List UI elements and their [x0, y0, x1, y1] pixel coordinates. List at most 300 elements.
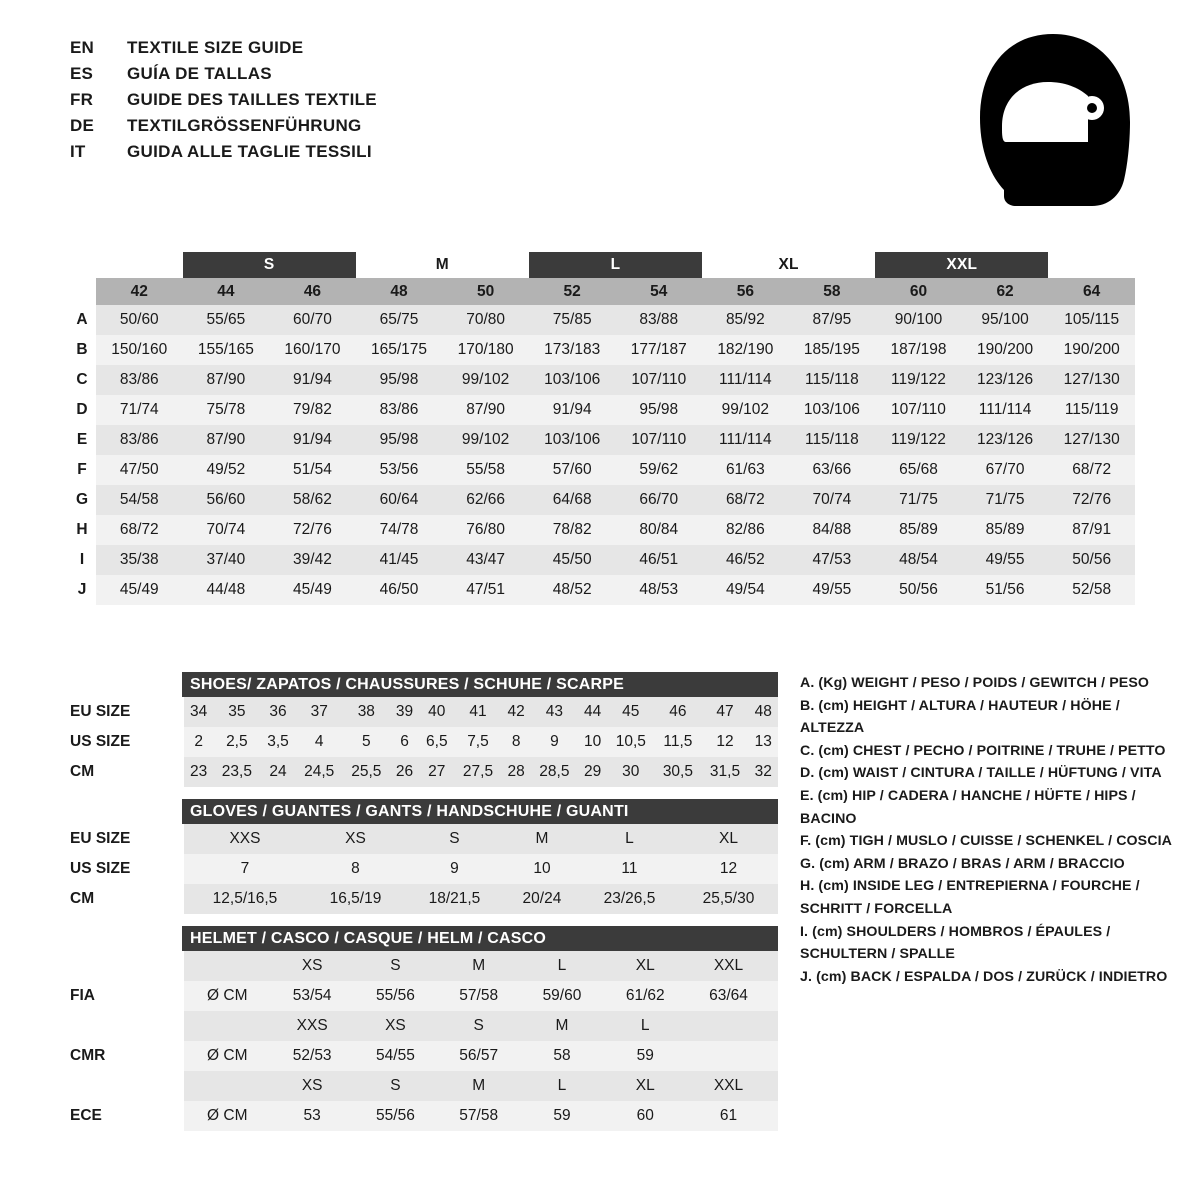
cell: 26 — [390, 757, 419, 787]
cell: 72/76 — [269, 515, 356, 545]
table-row — [68, 425, 1135, 455]
header-lang-code: DE — [70, 116, 95, 135]
header-row — [70, 116, 377, 142]
header-row — [70, 64, 377, 90]
row-label: F — [68, 455, 96, 485]
cell: 64/68 — [529, 485, 616, 515]
cell: 82/86 — [702, 515, 789, 545]
cell: 36 — [260, 697, 295, 727]
cell: 39 — [390, 697, 419, 727]
cell: 10,5 — [607, 727, 654, 757]
row-label: B — [68, 335, 96, 365]
cell: 59/60 — [520, 981, 603, 1011]
cell — [184, 951, 271, 981]
cell: 49/55 — [789, 575, 876, 605]
cell: 4 — [296, 727, 343, 757]
cell: 39/42 — [269, 545, 356, 575]
cell: 49/52 — [183, 455, 270, 485]
row-label: EU SIZE — [68, 697, 184, 727]
cell: 27,5 — [454, 757, 501, 787]
cell: 87/91 — [1048, 515, 1135, 545]
cell: 52/53 — [271, 1041, 354, 1071]
cell: XXS — [184, 824, 306, 854]
group-cell-blank — [1048, 252, 1135, 278]
cell: 46/51 — [615, 545, 702, 575]
cell: 23,5 — [213, 757, 260, 787]
cell: 43/47 — [442, 545, 529, 575]
row-label: I — [68, 545, 96, 575]
cell: 47/50 — [96, 455, 183, 485]
cell: 61/62 — [604, 981, 687, 1011]
cell: 90/100 — [875, 305, 962, 335]
cell: 59/62 — [615, 455, 702, 485]
cell: 95/98 — [356, 425, 443, 455]
cell: 65/75 — [356, 305, 443, 335]
helmet-table-title: HELMET / CASCO / CASQUE / HELM / CASCO — [182, 926, 778, 951]
cell: 7 — [184, 854, 306, 884]
cell: 11 — [580, 854, 679, 884]
cell: 95/98 — [356, 365, 443, 395]
cell: 18/21,5 — [405, 884, 504, 914]
legend-item-j: J. (cm) BACK / ESPALDA / DOS / ZURÜCK / INDIETRO — [800, 968, 1168, 985]
cell: 182/190 — [702, 335, 789, 365]
cell: 51/54 — [269, 455, 356, 485]
cell: 8 — [306, 854, 405, 884]
cell: 60/70 — [269, 305, 356, 335]
cell: 29 — [578, 757, 607, 787]
cell: 115/119 — [1048, 395, 1135, 425]
cell: 44 — [578, 697, 607, 727]
table-row — [68, 335, 1135, 365]
cell: 91/94 — [529, 395, 616, 425]
cell: 3,5 — [260, 727, 295, 757]
cell: 70/74 — [789, 485, 876, 515]
header-title-en: TEXTILE SIZE GUIDE — [127, 38, 304, 57]
cell: 173/183 — [529, 335, 616, 365]
cell: 63/66 — [789, 455, 876, 485]
cell: 83/88 — [615, 305, 702, 335]
cell: 43 — [531, 697, 578, 727]
cell: 48/53 — [615, 575, 702, 605]
spacer — [68, 914, 778, 926]
table-row — [68, 884, 778, 914]
cell: 37/40 — [183, 545, 270, 575]
cell: 95/98 — [615, 395, 702, 425]
cell: XS — [271, 951, 354, 981]
cell: 59 — [520, 1101, 603, 1131]
cell: 75/78 — [183, 395, 270, 425]
cell — [770, 1011, 778, 1041]
cell: 80/84 — [615, 515, 702, 545]
cell — [770, 1101, 778, 1131]
size-cell: 64 — [1048, 278, 1135, 305]
cell: 70/74 — [183, 515, 270, 545]
size-cell: 48 — [356, 278, 443, 305]
group-cell-xl: XL — [702, 252, 875, 278]
cell: 54/58 — [96, 485, 183, 515]
helmet-cmr-value-row — [68, 1041, 778, 1071]
cell: 87/90 — [183, 425, 270, 455]
row-label: CM — [68, 757, 184, 787]
size-cell: 42 — [96, 278, 183, 305]
measurement-legend — [800, 672, 1180, 988]
legend-item-e: E. (cm) HIP / CADERA / HANCHE / HÜFTE / HIPS / BACINO — [800, 787, 1136, 827]
cell: 107/110 — [875, 395, 962, 425]
cell: 127/130 — [1048, 365, 1135, 395]
table-row — [68, 697, 778, 727]
cell: 11,5 — [654, 727, 701, 757]
cell: 47 — [701, 697, 748, 727]
cell: 85/92 — [702, 305, 789, 335]
cell: 87/90 — [183, 365, 270, 395]
header-title-de: TEXTILGRÖSSENFÜHRUNG — [127, 116, 362, 135]
cell: 49/55 — [962, 545, 1049, 575]
cell: S — [354, 951, 437, 981]
cell: 44/48 — [183, 575, 270, 605]
textile-size-table — [68, 252, 1135, 605]
helmet-fia-size-row — [68, 951, 778, 981]
cell: 53/56 — [356, 455, 443, 485]
cell — [770, 1071, 778, 1101]
cell: XXL — [687, 951, 770, 981]
cell: 58/62 — [269, 485, 356, 515]
cell: 76/80 — [442, 515, 529, 545]
group-cell-s: S — [183, 252, 356, 278]
gloves-table — [68, 824, 778, 914]
cell: 91/94 — [269, 425, 356, 455]
cell: 13 — [749, 727, 778, 757]
table-row — [68, 545, 1135, 575]
cell: 83/86 — [356, 395, 443, 425]
header-row — [70, 142, 377, 168]
cell: 23/26,5 — [580, 884, 679, 914]
cell: 31,5 — [701, 757, 748, 787]
cell: 68/72 — [96, 515, 183, 545]
cell: 50/56 — [1048, 545, 1135, 575]
header-title-it: GUIDA ALLE TAGLIE TESSILI — [127, 142, 372, 161]
cell: 115/118 — [789, 425, 876, 455]
cell: 10 — [504, 854, 580, 884]
cell: 87/95 — [789, 305, 876, 335]
cell: 70/80 — [442, 305, 529, 335]
cell: 60/64 — [356, 485, 443, 515]
cell: 32 — [749, 757, 778, 787]
table-row — [68, 757, 778, 787]
cell: 34 — [184, 697, 213, 727]
cell: M — [520, 1011, 603, 1041]
cell: 91/94 — [269, 365, 356, 395]
header-title-fr: GUIDE DES TAILLES TEXTILE — [127, 90, 377, 109]
cell: 185/195 — [789, 335, 876, 365]
cell: 50/56 — [875, 575, 962, 605]
shoes-table — [68, 697, 778, 787]
cell: 25,5 — [343, 757, 390, 787]
spacer — [68, 787, 778, 799]
cell: 187/198 — [875, 335, 962, 365]
row-label: H — [68, 515, 96, 545]
cell: 103/106 — [789, 395, 876, 425]
cell: 45/50 — [529, 545, 616, 575]
cell: 165/175 — [356, 335, 443, 365]
cell: 67/70 — [962, 455, 1049, 485]
cell — [184, 1011, 271, 1041]
cell: 59 — [604, 1041, 687, 1071]
cell: 41/45 — [356, 545, 443, 575]
cell: 40 — [419, 697, 454, 727]
cell: 27 — [419, 757, 454, 787]
helmet-cmr-size-row — [68, 1011, 778, 1041]
header-lang-code: EN — [70, 38, 95, 57]
cell: 28,5 — [531, 757, 578, 787]
row-label: EU SIZE — [68, 824, 184, 854]
cell: 47/53 — [789, 545, 876, 575]
legend-item-i: I. (cm) SHOULDERS / HOMBROS / ÉPAULES / SCHULTERN / SPALLE — [800, 923, 1111, 963]
table-row — [68, 485, 1135, 515]
cell: 84/88 — [789, 515, 876, 545]
group-spacer — [68, 252, 96, 278]
cell: L — [580, 824, 679, 854]
cell: 115/118 — [789, 365, 876, 395]
legend-item-b: B. (cm) HEIGHT / ALTURA / HAUTEUR / HÖHE / ALTEZZA — [800, 697, 1120, 737]
cell: 49/54 — [702, 575, 789, 605]
legend-item-c: C. (cm) CHEST / PECHO / POITRINE / TRUHE / PETTO — [800, 742, 1166, 759]
cell: S — [405, 824, 504, 854]
cell: 103/106 — [529, 425, 616, 455]
header-languages — [70, 38, 377, 168]
cell: 30,5 — [654, 757, 701, 787]
header-row — [70, 38, 377, 64]
accessory-tables — [68, 672, 778, 1131]
cell: 119/122 — [875, 425, 962, 455]
cell: 30 — [607, 757, 654, 787]
cell: 28 — [502, 757, 531, 787]
cell: 123/126 — [962, 425, 1049, 455]
cell: 190/200 — [962, 335, 1049, 365]
cell: 83/86 — [96, 425, 183, 455]
cell: 9 — [405, 854, 504, 884]
helmet-ece-size-row — [68, 1071, 778, 1101]
cell: 105/115 — [1048, 305, 1135, 335]
cell: 2,5 — [213, 727, 260, 757]
size-cell: 56 — [702, 278, 789, 305]
cell: 56/57 — [437, 1041, 520, 1071]
cell: 57/58 — [437, 1101, 520, 1131]
cell: 61/63 — [702, 455, 789, 485]
row-label: C — [68, 365, 96, 395]
cell: 55/56 — [354, 981, 437, 1011]
group-cell-m: M — [356, 252, 529, 278]
cell: 45/49 — [269, 575, 356, 605]
cell: 45/49 — [96, 575, 183, 605]
cell: 23 — [184, 757, 213, 787]
cell: 160/170 — [269, 335, 356, 365]
cell: 56/60 — [183, 485, 270, 515]
cell: 63/64 — [687, 981, 770, 1011]
size-cell: 52 — [529, 278, 616, 305]
cell-unit: Ø CM — [184, 981, 271, 1011]
size-cell: 50 — [442, 278, 529, 305]
row-label: US SIZE — [68, 727, 184, 757]
cell: 48/54 — [875, 545, 962, 575]
row-label: E — [68, 425, 96, 455]
row-label: FIA — [68, 981, 184, 1011]
cell — [770, 1041, 778, 1071]
group-cell-xxl: XXL — [875, 252, 1048, 278]
cell: 12 — [701, 727, 748, 757]
racing-helmet-icon — [968, 30, 1138, 210]
legend-item-f: F. (cm) TIGH / MUSLO / CUISSE / SCHENKEL / COSCIA — [800, 833, 1172, 850]
legend-item-g: G. (cm) ARM / BRAZO / BRAS / ARM / BRACCIO — [800, 855, 1125, 872]
row-label: US SIZE — [68, 854, 184, 884]
legend-item-a: A. (Kg) WEIGHT / PESO / POIDS / GEWITCH / PESO — [800, 675, 1150, 691]
cell: XS — [271, 1071, 354, 1101]
cell: 119/122 — [875, 365, 962, 395]
table-row — [68, 365, 1135, 395]
table-row — [68, 575, 1135, 605]
cell: 55/56 — [354, 1101, 437, 1131]
helmet-ece-value-row — [68, 1101, 778, 1131]
cell: 37 — [296, 697, 343, 727]
table-row — [68, 727, 778, 757]
cell: M — [504, 824, 580, 854]
row-label: D — [68, 395, 96, 425]
row-label: J — [68, 575, 96, 605]
cell: 24 — [260, 757, 295, 787]
cell: S — [354, 1071, 437, 1101]
cell: L — [520, 1071, 603, 1101]
cell: M — [437, 951, 520, 981]
row-label: G — [68, 485, 96, 515]
shoes-table-title: SHOES/ ZAPATOS / CHAUSSURES / SCHUHE / SCARPE — [182, 672, 778, 697]
cell: 48/52 — [529, 575, 616, 605]
cell: 71/75 — [875, 485, 962, 515]
cell: 5 — [343, 727, 390, 757]
cell: 74/78 — [356, 515, 443, 545]
row-label: CM — [68, 884, 184, 914]
cell: 46 — [654, 697, 701, 727]
cell: 10 — [578, 727, 607, 757]
cell: XS — [306, 824, 405, 854]
cell: 42 — [502, 697, 531, 727]
cell: 68/72 — [1048, 455, 1135, 485]
group-cell-blank — [96, 252, 183, 278]
cell: 87/90 — [442, 395, 529, 425]
cell: 107/110 — [615, 365, 702, 395]
cell: 8 — [502, 727, 531, 757]
cell: 99/102 — [442, 365, 529, 395]
cell: 66/70 — [615, 485, 702, 515]
cell — [184, 1071, 271, 1101]
cell: 190/200 — [1048, 335, 1135, 365]
size-row-spacer — [68, 278, 96, 305]
cell: 35/38 — [96, 545, 183, 575]
header-row — [70, 90, 377, 116]
group-cell-l: L — [529, 252, 702, 278]
cell: 53 — [271, 1101, 354, 1131]
cell: 6,5 — [419, 727, 454, 757]
cell: 45 — [607, 697, 654, 727]
cell: 51/56 — [962, 575, 1049, 605]
cell: 7,5 — [454, 727, 501, 757]
size-cell: 62 — [962, 278, 1049, 305]
cell: 54/55 — [354, 1041, 437, 1071]
cell: 123/126 — [962, 365, 1049, 395]
size-cell: 54 — [615, 278, 702, 305]
cell: 71/75 — [962, 485, 1049, 515]
cell: 60 — [604, 1101, 687, 1131]
cell: 79/82 — [269, 395, 356, 425]
cell: 58 — [520, 1041, 603, 1071]
cell: 111/114 — [702, 425, 789, 455]
cell: 55/58 — [442, 455, 529, 485]
cell: 72/76 — [1048, 485, 1135, 515]
cell: 61 — [687, 1101, 770, 1131]
cell: 9 — [531, 727, 578, 757]
helmet-fia-value-row — [68, 981, 778, 1011]
cell: 85/89 — [962, 515, 1049, 545]
cell: 57/60 — [529, 455, 616, 485]
cell: 155/165 — [183, 335, 270, 365]
row-label-empty — [68, 1011, 184, 1041]
cell: XXS — [271, 1011, 354, 1041]
cell: 68/72 — [702, 485, 789, 515]
cell: 65/68 — [875, 455, 962, 485]
cell: 6 — [390, 727, 419, 757]
cell: 111/114 — [702, 365, 789, 395]
cell: 75/85 — [529, 305, 616, 335]
row-label: CMR — [68, 1041, 184, 1071]
cell — [770, 951, 778, 981]
cell: 111/114 — [962, 395, 1049, 425]
header-lang-code: ES — [70, 64, 94, 83]
cell — [770, 981, 778, 1011]
cell: 2 — [184, 727, 213, 757]
cell: 20/24 — [504, 884, 580, 914]
cell-unit: Ø CM — [184, 1101, 271, 1131]
cell: 53/54 — [271, 981, 354, 1011]
cell: 24,5 — [296, 757, 343, 787]
cell: 107/110 — [615, 425, 702, 455]
cell: 71/74 — [96, 395, 183, 425]
cell: XL — [604, 951, 687, 981]
cell: 52/58 — [1048, 575, 1135, 605]
header-lang-code: FR — [70, 90, 94, 109]
cell: XL — [604, 1071, 687, 1101]
helmet-table — [68, 951, 778, 1131]
table-row — [68, 455, 1135, 485]
cell: 46/50 — [356, 575, 443, 605]
cell — [687, 1041, 770, 1071]
cell: 25,5/30 — [679, 884, 778, 914]
row-label: A — [68, 305, 96, 335]
table-row — [68, 515, 1135, 545]
cell: 99/102 — [442, 425, 529, 455]
cell: 12 — [679, 854, 778, 884]
cell: 78/82 — [529, 515, 616, 545]
cell: 47/51 — [442, 575, 529, 605]
cell-unit: Ø CM — [184, 1041, 271, 1071]
cell: XS — [354, 1011, 437, 1041]
cell: 48 — [749, 697, 778, 727]
cell: 41 — [454, 697, 501, 727]
cell: M — [437, 1071, 520, 1101]
size-group-row — [68, 252, 1135, 278]
row-label-empty — [68, 951, 184, 981]
cell: 57/58 — [437, 981, 520, 1011]
cell: L — [604, 1011, 687, 1041]
cell: 12,5/16,5 — [184, 884, 306, 914]
gloves-table-title: GLOVES / GUANTES / GANTS / HANDSCHUHE / GUANTI — [182, 799, 778, 824]
